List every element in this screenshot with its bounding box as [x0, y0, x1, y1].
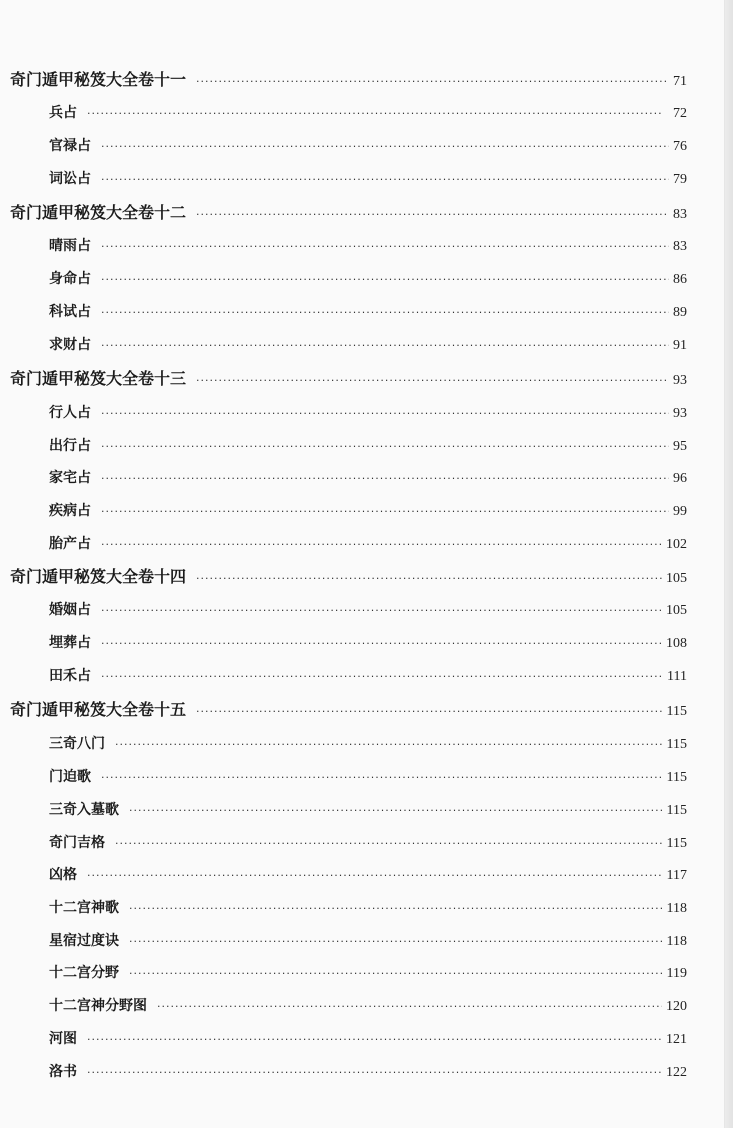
- toc-page-number: 89: [673, 305, 687, 320]
- dot-leader: [196, 371, 669, 391]
- toc-entry[interactable]: [49, 734, 687, 755]
- toc-page-number: 79: [673, 172, 687, 187]
- toc-title: 奇门遁甲秘笈大全卷十五: [10, 700, 187, 719]
- dot-leader: [196, 702, 663, 722]
- toc-entry[interactable]: [49, 136, 687, 157]
- toc-entry[interactable]: [49, 236, 687, 257]
- toc-title: 凶格: [49, 867, 77, 883]
- toc-title: 胎产占: [49, 536, 91, 552]
- toc-title: 奇门吉格: [49, 835, 105, 851]
- toc-title: 疾病占: [49, 503, 91, 519]
- toc-entry[interactable]: [49, 269, 687, 290]
- toc-page-number: 115: [666, 770, 687, 785]
- toc-page-number: 105: [666, 571, 687, 586]
- dot-leader: [101, 303, 669, 323]
- toc-title: 行人占: [49, 405, 91, 421]
- dot-leader: [101, 667, 663, 687]
- toc-page-number: 93: [673, 373, 687, 388]
- toc-title: 身命占: [49, 271, 91, 287]
- toc-title: 词讼占: [49, 171, 91, 187]
- toc-entry[interactable]: [49, 302, 687, 323]
- dot-leader: [101, 336, 669, 356]
- toc-title: 星宿过度诀: [49, 933, 119, 949]
- toc-entry[interactable]: [49, 1029, 687, 1050]
- toc-title: 奇门遁甲秘笈大全卷十三: [10, 369, 187, 388]
- toc-page-number: 102: [666, 537, 687, 552]
- toc-page-number: 91: [673, 338, 687, 353]
- toc-entry[interactable]: [49, 468, 687, 489]
- toc-entry[interactable]: [49, 800, 687, 821]
- toc-entry[interactable]: [49, 833, 687, 854]
- toc-title: 求财占: [49, 337, 91, 353]
- dot-leader: [115, 735, 663, 755]
- toc-page-number: 105: [666, 603, 687, 618]
- toc-entry[interactable]: [49, 169, 687, 190]
- dot-leader: [157, 997, 662, 1017]
- dot-leader: [101, 170, 669, 190]
- dot-leader: [101, 137, 669, 157]
- toc-title: 十二宫神歌: [49, 900, 119, 916]
- toc-chapter[interactable]: [10, 700, 687, 722]
- toc-title: 十二宫分野: [49, 965, 119, 981]
- toc-chapter[interactable]: [10, 203, 687, 225]
- toc-entry[interactable]: [49, 103, 687, 124]
- toc-entry[interactable]: [49, 666, 687, 687]
- toc-title: 晴雨占: [49, 238, 91, 254]
- toc-page-number: 71: [673, 74, 687, 89]
- toc-entry[interactable]: [49, 633, 687, 654]
- toc-page-number: 76: [673, 139, 687, 154]
- toc-page-number: 122: [666, 1065, 687, 1080]
- toc-title: 婚姻占: [49, 602, 91, 618]
- toc-chapter[interactable]: [10, 567, 687, 589]
- toc-page-number: 117: [666, 868, 687, 883]
- toc-title: 门迫歌: [49, 769, 91, 785]
- toc-entry[interactable]: [49, 1062, 687, 1083]
- dot-leader: [101, 535, 662, 555]
- toc-title: 奇门遁甲秘笈大全卷十一: [10, 70, 187, 89]
- toc-page-number: 118: [666, 934, 687, 949]
- dot-leader: [101, 404, 669, 424]
- dot-leader: [115, 834, 663, 854]
- toc-title: 奇门遁甲秘笈大全卷十二: [10, 203, 187, 222]
- dot-leader: [129, 932, 663, 952]
- toc-page-number: 115: [666, 737, 687, 752]
- toc-page-number: 99: [673, 504, 687, 519]
- toc-page-number: 111: [667, 669, 687, 684]
- dot-leader: [101, 601, 662, 621]
- toc-entry[interactable]: [49, 403, 687, 424]
- toc-chapter[interactable]: [10, 369, 687, 391]
- toc-page-number: 115: [666, 704, 687, 719]
- dot-leader: [87, 866, 663, 886]
- dot-leader: [101, 237, 669, 257]
- toc-entry[interactable]: [49, 534, 687, 555]
- toc-page-number: 115: [666, 836, 687, 851]
- toc-entry[interactable]: [49, 931, 687, 952]
- toc-entry[interactable]: [49, 501, 687, 522]
- toc-page-number: 93: [673, 406, 687, 421]
- toc-page-number: 121: [666, 1032, 687, 1047]
- toc-entry[interactable]: [49, 600, 687, 621]
- toc-chapter[interactable]: [10, 70, 687, 92]
- toc-entry[interactable]: [49, 898, 687, 919]
- toc-title: 田禾占: [49, 668, 91, 684]
- dot-leader: [87, 104, 669, 124]
- dot-leader: [196, 569, 662, 589]
- toc-entry[interactable]: [49, 335, 687, 356]
- toc-entry[interactable]: [49, 767, 687, 788]
- toc-entry[interactable]: [49, 996, 687, 1017]
- toc-entry[interactable]: [49, 963, 687, 984]
- toc-title: 三奇八门: [49, 736, 105, 752]
- toc-title: 三奇入墓歌: [49, 802, 119, 818]
- dot-leader: [101, 469, 669, 489]
- toc-title: 埋葬占: [49, 635, 91, 651]
- toc-title: 十二宫神分野图: [49, 998, 147, 1014]
- toc-page-number: 120: [666, 999, 687, 1014]
- dot-leader: [101, 502, 669, 522]
- toc-title: 出行占: [49, 438, 91, 454]
- toc-entry[interactable]: [49, 865, 687, 886]
- toc-title: 洛书: [49, 1064, 77, 1080]
- toc-title: 家宅占: [49, 470, 91, 486]
- toc-page-number: 83: [673, 207, 687, 222]
- toc-title: 奇门遁甲秘笈大全卷十四: [10, 567, 187, 586]
- toc-page-number: 119: [666, 966, 687, 981]
- toc-title: 兵占: [49, 105, 77, 121]
- toc-page-number: 86: [673, 272, 687, 287]
- dot-leader: [87, 1030, 662, 1050]
- dot-leader: [87, 1063, 662, 1083]
- toc-title: 官禄占: [49, 138, 91, 154]
- toc-page-number: 115: [666, 803, 687, 818]
- dot-leader: [129, 801, 663, 821]
- dot-leader: [101, 634, 662, 654]
- dot-leader: [129, 899, 663, 919]
- dot-leader: [101, 437, 669, 457]
- dot-leader: [196, 205, 669, 225]
- dot-leader: [129, 964, 663, 984]
- dot-leader: [101, 768, 663, 788]
- scan-edge: [724, 0, 733, 1128]
- toc-page-number: 95: [673, 439, 687, 454]
- toc-page-number: 83: [673, 239, 687, 254]
- toc-title: 河图: [49, 1031, 77, 1047]
- toc-page-number: 118: [666, 901, 687, 916]
- toc-entry[interactable]: [49, 436, 687, 457]
- dot-leader: [101, 270, 669, 290]
- dot-leader: [196, 72, 669, 92]
- toc-page-number: 72: [673, 106, 687, 121]
- toc-title: 科试占: [49, 304, 91, 320]
- toc-page-number: 96: [673, 471, 687, 486]
- toc-page-number: 108: [666, 636, 687, 651]
